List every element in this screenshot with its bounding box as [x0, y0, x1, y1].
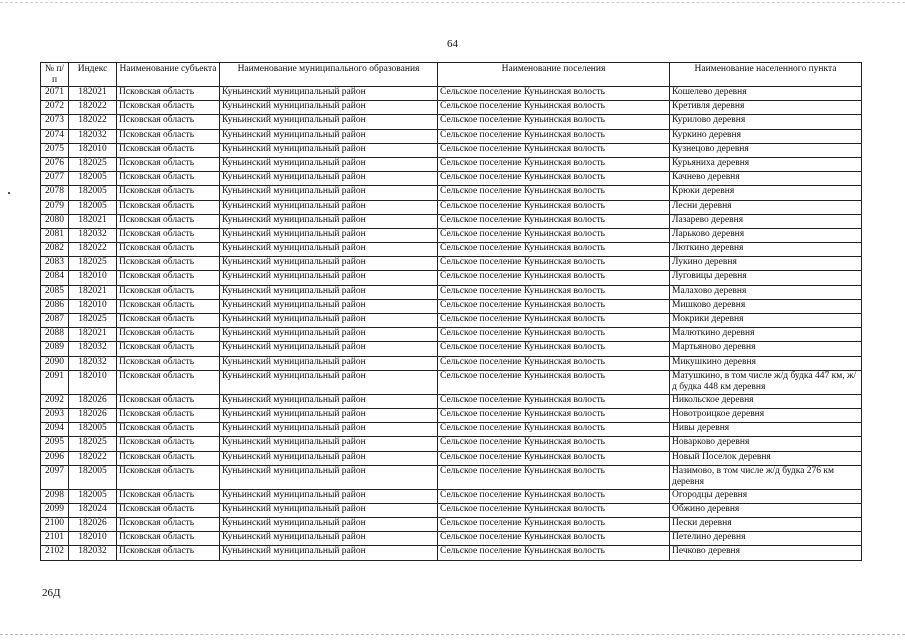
- cell-num: 2085: [41, 285, 69, 299]
- cell-num: 2101: [41, 532, 69, 546]
- table-row: [41, 299, 862, 313]
- cell-locality: Кретивля деревня: [670, 101, 862, 115]
- cell-subject: Псковская область: [117, 518, 220, 532]
- cell-subject: Псковская область: [117, 101, 220, 115]
- footer-code: 26Д: [42, 587, 61, 599]
- cell-subject: Псковская область: [117, 503, 220, 517]
- cell-municipal: Куньинский муниципальный район: [220, 408, 438, 422]
- cell-num: 2094: [41, 423, 69, 437]
- cell-locality: Мишково деревня: [670, 299, 862, 313]
- cell-num: 2089: [41, 342, 69, 356]
- table-row: [41, 87, 862, 101]
- cell-index: 182010: [69, 299, 117, 313]
- cell-settlement: Сельское поселение Куньинская волость: [438, 101, 670, 115]
- cell-municipal: Куньинский муниципальный район: [220, 143, 438, 157]
- cell-index: 182024: [69, 503, 117, 517]
- cell-locality: Крюки деревня: [670, 186, 862, 200]
- cell-num: 2095: [41, 437, 69, 451]
- cell-settlement: Сельское поселение Куньинская волость: [438, 214, 670, 228]
- cell-municipal: Куньинский муниципальный район: [220, 101, 438, 115]
- cell-locality: Ларьково деревня: [670, 228, 862, 242]
- cell-index: 182025: [69, 314, 117, 328]
- cell-settlement: Сельское поселение Куньинская волость: [438, 394, 670, 408]
- table-row: [41, 285, 862, 299]
- cell-index: 182022: [69, 115, 117, 129]
- cell-subject: Псковская область: [117, 532, 220, 546]
- cell-municipal: Куньинский муниципальный район: [220, 200, 438, 214]
- table-row: [41, 451, 862, 465]
- cell-locality: Матушкино, в том числе ж/д будка 447 км, ж/д будка 448 км деревня: [670, 370, 862, 394]
- cell-settlement: Сельское поселение Куньинская волость: [438, 157, 670, 171]
- cell-num: 2080: [41, 214, 69, 228]
- cell-municipal: Куньинский муниципальный район: [220, 214, 438, 228]
- cell-subject: Псковская область: [117, 451, 220, 465]
- table-row: [41, 489, 862, 503]
- cell-subject: Псковская область: [117, 186, 220, 200]
- header-num: № п/п: [41, 63, 69, 87]
- cell-index: 182010: [69, 370, 117, 394]
- cell-index: 182022: [69, 243, 117, 257]
- cell-index: 182005: [69, 465, 117, 489]
- cell-index: 182005: [69, 186, 117, 200]
- cell-num: 2092: [41, 394, 69, 408]
- cell-settlement: Сельское поселение Куньинская волость: [438, 342, 670, 356]
- table-row: [41, 408, 862, 422]
- cell-municipal: Куньинский муниципальный район: [220, 172, 438, 186]
- cell-subject: Псковская область: [117, 408, 220, 422]
- cell-num: 2083: [41, 257, 69, 271]
- cell-subject: Псковская область: [117, 546, 220, 560]
- cell-subject: Псковская область: [117, 465, 220, 489]
- cell-locality: Куркино деревня: [670, 129, 862, 143]
- table-row: [41, 314, 862, 328]
- cell-num: 2096: [41, 451, 69, 465]
- cell-municipal: Куньинский муниципальный район: [220, 271, 438, 285]
- table-row: [41, 465, 862, 489]
- cell-num: 2081: [41, 228, 69, 242]
- cell-subject: Псковская область: [117, 423, 220, 437]
- cell-locality: Качнево деревня: [670, 172, 862, 186]
- cell-index: 182026: [69, 394, 117, 408]
- table-row: [41, 101, 862, 115]
- cell-municipal: Куньинский муниципальный район: [220, 243, 438, 257]
- cell-num: 2098: [41, 489, 69, 503]
- cell-settlement: Сельское поселение Куньинская волость: [438, 328, 670, 342]
- cell-locality: Курьяниха деревня: [670, 157, 862, 171]
- cell-settlement: Сельское поселение Куньинская волость: [438, 503, 670, 517]
- header-settlement: Наименование поселения: [438, 63, 670, 87]
- cell-subject: Псковская область: [117, 157, 220, 171]
- cell-num: 2078: [41, 186, 69, 200]
- cell-municipal: Куньинский муниципальный район: [220, 437, 438, 451]
- table-row: [41, 228, 862, 242]
- cell-municipal: Куньинский муниципальный район: [220, 451, 438, 465]
- cell-num: 2082: [41, 243, 69, 257]
- cell-locality: Нивы деревня: [670, 423, 862, 437]
- cell-locality: Петелино деревня: [670, 532, 862, 546]
- cell-settlement: Сельское поселение Куньинская волость: [438, 451, 670, 465]
- cell-num: 2084: [41, 271, 69, 285]
- cell-locality: Малюткино деревня: [670, 328, 862, 342]
- cell-settlement: Сельское поселение Куньинская волость: [438, 437, 670, 451]
- cell-num: 2079: [41, 200, 69, 214]
- table-row: [41, 115, 862, 129]
- table-row: [41, 200, 862, 214]
- cell-subject: Псковская область: [117, 243, 220, 257]
- settlements-table: [40, 62, 862, 561]
- cell-index: 182025: [69, 157, 117, 171]
- cell-municipal: Куньинский муниципальный район: [220, 423, 438, 437]
- cell-locality: Луговицы деревня: [670, 271, 862, 285]
- cell-settlement: Сельское поселение Куньинская волость: [438, 172, 670, 186]
- cell-settlement: Сельское поселение Куньинская волость: [438, 356, 670, 370]
- cell-subject: Псковская область: [117, 129, 220, 143]
- cell-index: 182025: [69, 437, 117, 451]
- cell-index: 182021: [69, 87, 117, 101]
- cell-settlement: Сельское поселение Куньинская волость: [438, 87, 670, 101]
- table-row: [41, 328, 862, 342]
- cell-subject: Псковская область: [117, 214, 220, 228]
- cell-subject: Псковская область: [117, 370, 220, 394]
- cell-municipal: Куньинский муниципальный район: [220, 503, 438, 517]
- cell-index: 182032: [69, 129, 117, 143]
- cell-municipal: Куньинский муниципальный район: [220, 546, 438, 560]
- cell-settlement: Сельское поселение Куньинская волость: [438, 532, 670, 546]
- cell-settlement: Сельское поселение Куньинская волость: [438, 314, 670, 328]
- header-municipal: Наименование муниципального образования: [220, 63, 438, 87]
- cell-subject: Псковская область: [117, 489, 220, 503]
- cell-settlement: Сельское поселение Куньинская волость: [438, 408, 670, 422]
- cell-num: 2093: [41, 408, 69, 422]
- table-row: [41, 503, 862, 517]
- cell-index: 182005: [69, 423, 117, 437]
- table-row: [41, 257, 862, 271]
- cell-settlement: Сельское поселение Куньинская волость: [438, 465, 670, 489]
- cell-municipal: Куньинский муниципальный район: [220, 532, 438, 546]
- table-header-row: [41, 63, 862, 87]
- cell-municipal: Куньинский муниципальный район: [220, 370, 438, 394]
- table-row: [41, 356, 862, 370]
- table-row: [41, 532, 862, 546]
- cell-municipal: Куньинский муниципальный район: [220, 465, 438, 489]
- cell-municipal: Куньинский муниципальный район: [220, 356, 438, 370]
- cell-locality: Огородцы деревня: [670, 489, 862, 503]
- cell-subject: Псковская область: [117, 328, 220, 342]
- cell-subject: Псковская область: [117, 437, 220, 451]
- cell-index: 182022: [69, 451, 117, 465]
- cell-subject: Псковская область: [117, 342, 220, 356]
- cell-subject: Псковская область: [117, 356, 220, 370]
- cell-num: 2086: [41, 299, 69, 313]
- cell-locality: Новый Поселок деревня: [670, 451, 862, 465]
- cell-locality: Печково деревня: [670, 546, 862, 560]
- cell-index: 182005: [69, 200, 117, 214]
- scan-top-edge: [0, 2, 905, 3]
- cell-locality: Новарково деревня: [670, 437, 862, 451]
- cell-index: 182022: [69, 101, 117, 115]
- cell-municipal: Куньинский муниципальный район: [220, 314, 438, 328]
- cell-settlement: Сельское поселение Куньинская волость: [438, 129, 670, 143]
- cell-settlement: Сельское поселение Куньинская волость: [438, 370, 670, 394]
- cell-municipal: Куньинский муниципальный район: [220, 394, 438, 408]
- cell-locality: Лукино деревня: [670, 257, 862, 271]
- table-row: [41, 214, 862, 228]
- table-row: [41, 370, 862, 394]
- cell-index: 182021: [69, 214, 117, 228]
- cell-subject: Псковская область: [117, 394, 220, 408]
- cell-settlement: Сельское поселение Куньинская волость: [438, 257, 670, 271]
- cell-locality: Обжино деревня: [670, 503, 862, 517]
- cell-index: 182026: [69, 408, 117, 422]
- cell-num: 2072: [41, 101, 69, 115]
- cell-subject: Псковская область: [117, 228, 220, 242]
- cell-num: 2087: [41, 314, 69, 328]
- cell-index: 182010: [69, 143, 117, 157]
- table-row: [41, 342, 862, 356]
- cell-index: 182032: [69, 356, 117, 370]
- cell-municipal: Куньинский муниципальный район: [220, 299, 438, 313]
- cell-municipal: Куньинский муниципальный район: [220, 328, 438, 342]
- cell-municipal: Куньинский муниципальный район: [220, 489, 438, 503]
- table-row: [41, 271, 862, 285]
- cell-locality: Лазарево деревня: [670, 214, 862, 228]
- cell-settlement: Сельское поселение Куньинская волость: [438, 186, 670, 200]
- cell-locality: Кузнецово деревня: [670, 143, 862, 157]
- cell-num: 2088: [41, 328, 69, 342]
- cell-num: 2091: [41, 370, 69, 394]
- cell-municipal: Куньинский муниципальный район: [220, 228, 438, 242]
- table-row: [41, 129, 862, 143]
- cell-index: 182021: [69, 285, 117, 299]
- cell-settlement: Сельское поселение Куньинская волость: [438, 200, 670, 214]
- table-row: [41, 546, 862, 560]
- cell-index: 182010: [69, 271, 117, 285]
- cell-settlement: Сельское поселение Куньинская волость: [438, 115, 670, 129]
- table-body: [41, 87, 862, 561]
- cell-num: 2074: [41, 129, 69, 143]
- cell-subject: Псковская область: [117, 299, 220, 313]
- cell-subject: Псковская область: [117, 87, 220, 101]
- cell-subject: Псковская область: [117, 271, 220, 285]
- cell-subject: Псковская область: [117, 314, 220, 328]
- cell-index: 182021: [69, 328, 117, 342]
- cell-num: 2099: [41, 503, 69, 517]
- cell-municipal: Куньинский муниципальный район: [220, 157, 438, 171]
- table-row: [41, 518, 862, 532]
- cell-municipal: Куньинский муниципальный район: [220, 129, 438, 143]
- cell-settlement: Сельское поселение Куньинская волость: [438, 243, 670, 257]
- cell-locality: Курилово деревня: [670, 115, 862, 129]
- cell-municipal: Куньинский муниципальный район: [220, 518, 438, 532]
- table-row: [41, 243, 862, 257]
- table-row: [41, 157, 862, 171]
- cell-municipal: Куньинский муниципальный район: [220, 87, 438, 101]
- cell-num: 2097: [41, 465, 69, 489]
- page-number: 64: [447, 38, 458, 50]
- cell-num: 2090: [41, 356, 69, 370]
- cell-settlement: Сельское поселение Куньинская волость: [438, 143, 670, 157]
- cell-subject: Псковская область: [117, 115, 220, 129]
- table-row: [41, 172, 862, 186]
- scan-margin-mark: [8, 192, 10, 194]
- cell-num: 2075: [41, 143, 69, 157]
- header-subject: Наименование субъекта: [117, 63, 220, 87]
- scan-bottom-edge: [0, 634, 905, 635]
- cell-locality: Лесни деревня: [670, 200, 862, 214]
- cell-num: 2100: [41, 518, 69, 532]
- cell-num: 2071: [41, 87, 69, 101]
- cell-municipal: Куньинский муниципальный район: [220, 257, 438, 271]
- cell-index: 182026: [69, 518, 117, 532]
- table-row: [41, 437, 862, 451]
- cell-index: 182032: [69, 228, 117, 242]
- cell-settlement: Сельское поселение Куньинская волость: [438, 299, 670, 313]
- cell-municipal: Куньинский муниципальный район: [220, 342, 438, 356]
- cell-subject: Псковская область: [117, 172, 220, 186]
- cell-municipal: Куньинский муниципальный район: [220, 186, 438, 200]
- cell-locality: Мокрики деревня: [670, 314, 862, 328]
- cell-subject: Псковская область: [117, 143, 220, 157]
- cell-locality: Микушкино деревня: [670, 356, 862, 370]
- table-row: [41, 394, 862, 408]
- cell-index: 182025: [69, 257, 117, 271]
- table-row: [41, 186, 862, 200]
- cell-num: 2102: [41, 546, 69, 560]
- cell-settlement: Сельское поселение Куньинская волость: [438, 546, 670, 560]
- cell-settlement: Сельское поселение Куньинская волость: [438, 228, 670, 242]
- cell-subject: Псковская область: [117, 257, 220, 271]
- cell-index: 182032: [69, 546, 117, 560]
- cell-index: 182005: [69, 172, 117, 186]
- cell-settlement: Сельское поселение Куньинская волость: [438, 423, 670, 437]
- cell-num: 2076: [41, 157, 69, 171]
- cell-locality: Люткино деревня: [670, 243, 862, 257]
- cell-locality: Никольское деревня: [670, 394, 862, 408]
- header-locality: Наименование населенного пункта: [670, 63, 862, 87]
- cell-settlement: Сельское поселение Куньинская волость: [438, 285, 670, 299]
- cell-settlement: Сельское поселение Куньинская волость: [438, 489, 670, 503]
- cell-subject: Псковская область: [117, 200, 220, 214]
- cell-subject: Псковская область: [117, 285, 220, 299]
- table-row: [41, 143, 862, 157]
- cell-num: 2077: [41, 172, 69, 186]
- cell-settlement: Сельское поселение Куньинская волость: [438, 518, 670, 532]
- cell-index: 182010: [69, 532, 117, 546]
- header-index: Индекс: [69, 63, 117, 87]
- cell-settlement: Сельское поселение Куньинская волость: [438, 271, 670, 285]
- cell-locality: Назимово, в том числе ж/д будка 276 км деревня: [670, 465, 862, 489]
- cell-index: 182005: [69, 489, 117, 503]
- cell-num: 2073: [41, 115, 69, 129]
- cell-locality: Малахово деревня: [670, 285, 862, 299]
- cell-locality: Кошелево деревня: [670, 87, 862, 101]
- cell-index: 182032: [69, 342, 117, 356]
- cell-locality: Новотроицкое деревня: [670, 408, 862, 422]
- table-row: [41, 423, 862, 437]
- cell-locality: Мартьяново деревня: [670, 342, 862, 356]
- cell-locality: Пески деревня: [670, 518, 862, 532]
- cell-municipal: Куньинский муниципальный район: [220, 285, 438, 299]
- cell-municipal: Куньинский муниципальный район: [220, 115, 438, 129]
